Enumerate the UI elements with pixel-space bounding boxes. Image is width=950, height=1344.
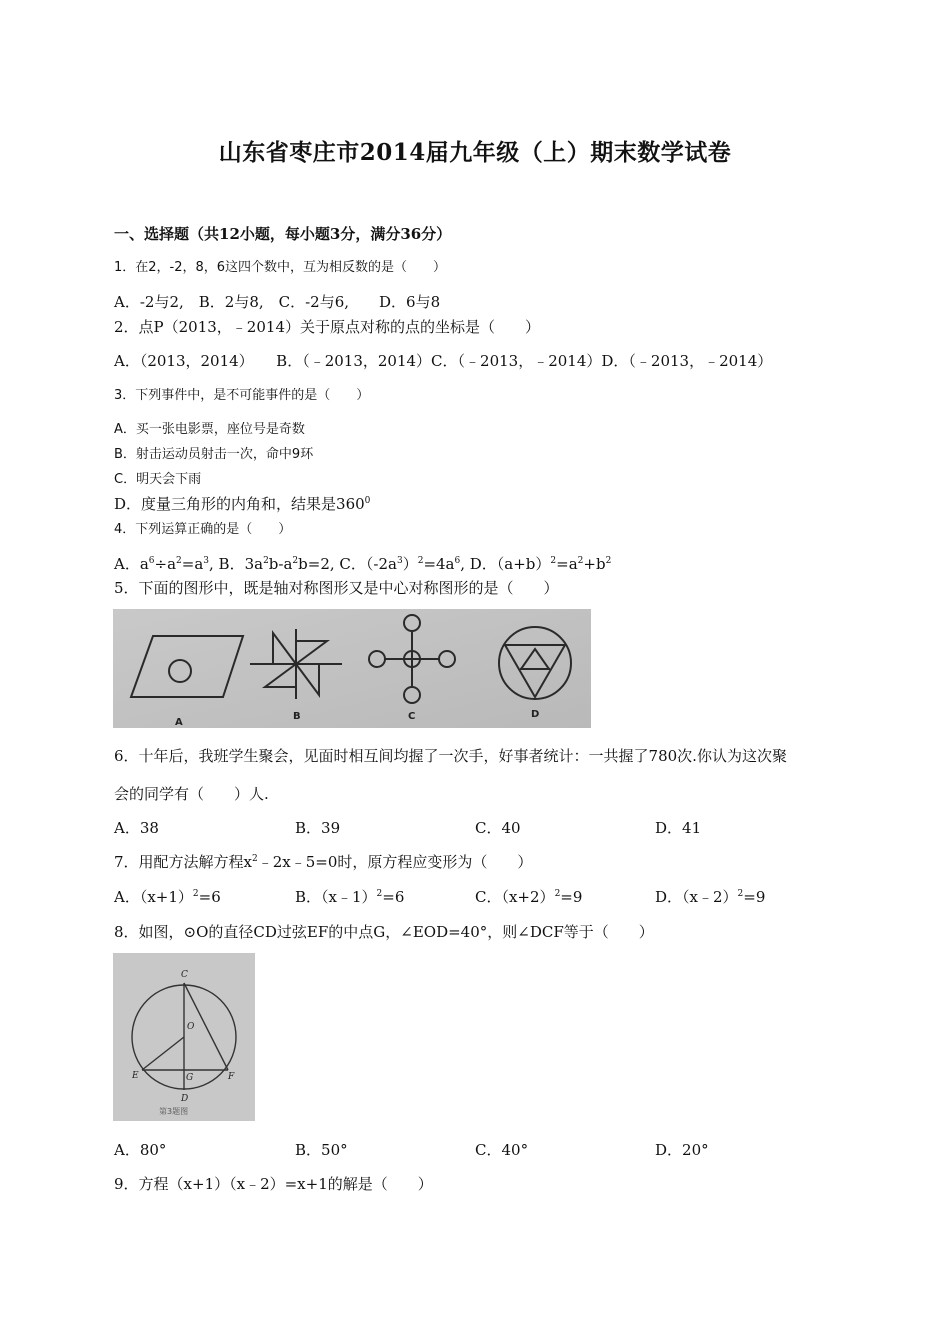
shape-label-a: A xyxy=(175,717,183,728)
q8-option-a: A．80° xyxy=(114,1141,167,1159)
shape-label-b: B xyxy=(293,711,301,722)
q3-option-a: A．买一张电影票，座位号是奇数 xyxy=(114,422,305,437)
point-o-label: O xyxy=(187,1022,195,1032)
q6-stem-line2: 会的同学有（ ）人. xyxy=(114,785,269,803)
exam-title: 山东省枣庄市2014届九年级（上）期末数学试卷 xyxy=(218,139,732,166)
q5-stem: 5．下面的图形中，既是轴对称图形又是中心对称图形的是（ ） xyxy=(114,579,559,597)
q1-options: A．-2与2, B．2与8, C．-2与6, D．6与8 xyxy=(114,293,441,311)
q5-figure-photo xyxy=(113,609,591,728)
q7-stem: 7．用配方法解方程$x^2﹣2x﹣5=0$时，原方程应变形为（ ） xyxy=(114,853,533,871)
q6-stem-line1: 6．十年后，我班学生聚会，见面时相互间均握了一次手，好事者统计：一共握了780次.你认为这次聚 xyxy=(114,747,787,765)
q7-option-a: A．$(x+1)^2=6$ xyxy=(114,888,221,906)
q2-stem: 2．点P（2013，﹣2014）关于原点对称的点的坐标是（ ） xyxy=(114,318,540,336)
q9-stem: 9．方程（x+1）（x﹣2）=x+1的解是（ ） xyxy=(114,1175,433,1193)
q3-option-d: D．度量三角形的内角和，结果是$360^0$ xyxy=(114,495,371,513)
q3-stem: 3．下列事件中，是不可能事件的是（ ） xyxy=(114,388,370,403)
q8-stem: 8．如图，⊙O的直径CD过弦EF的中点G，∠EOD=40°，则∠DCF等于（ ） xyxy=(114,923,654,941)
q2-options: A．（2013，2014） B．（﹣2013，2014）C．（﹣2013，﹣2014）D．（﹣2013，﹣2014） xyxy=(114,352,773,370)
point-d-label: D xyxy=(181,1094,189,1104)
q6-option-a: A．38 xyxy=(114,819,159,837)
q6-option-d: D．41 xyxy=(655,819,702,837)
q3-option-c: C．明天会下雨 xyxy=(114,472,202,487)
point-e-label: E xyxy=(132,1071,139,1081)
section-heading: 一、选择题（共12小题，每小题3分，满分36分） xyxy=(114,225,452,243)
figure-caption: 第3题图 xyxy=(159,1107,189,1116)
shape-label-d: D xyxy=(531,709,540,720)
q4-stem: 4．下列运算正确的是（ ） xyxy=(114,522,292,537)
q6-option-b: B．39 xyxy=(295,819,341,837)
q8-circle-figure xyxy=(113,953,255,1121)
point-f-label: F xyxy=(228,1072,235,1082)
q4-options: A．$a^6\div a^2=a^3$, B．$3a^2b-a^2b=2$, C．$(-2a^3)^2=4a^6$, D．$(a+b)^2=a^2+b^2$ xyxy=(114,555,612,573)
point-c-label: C xyxy=(181,970,188,980)
point-g-label: G xyxy=(186,1073,194,1083)
q8-option-c: C．40° xyxy=(475,1141,529,1159)
q8-option-d: D．20° xyxy=(655,1141,709,1159)
q7-option-b: B．（x﹣1）$^2$=6 xyxy=(295,888,405,906)
q7-option-c: C．$(x+2)^2=9$ xyxy=(475,888,583,906)
q3-option-b: B．射击运动员射击一次，命中9环 xyxy=(114,447,314,462)
q8-option-b: B．50° xyxy=(295,1141,348,1159)
q7-option-d: D．（x﹣2）$^2$=9 xyxy=(655,888,766,906)
q1-stem: 1．在2，-2，8，6这四个数中，互为相反数的是（ ） xyxy=(114,260,447,275)
q6-option-c: C．40 xyxy=(475,819,521,837)
shape-label-c: C xyxy=(408,711,416,722)
